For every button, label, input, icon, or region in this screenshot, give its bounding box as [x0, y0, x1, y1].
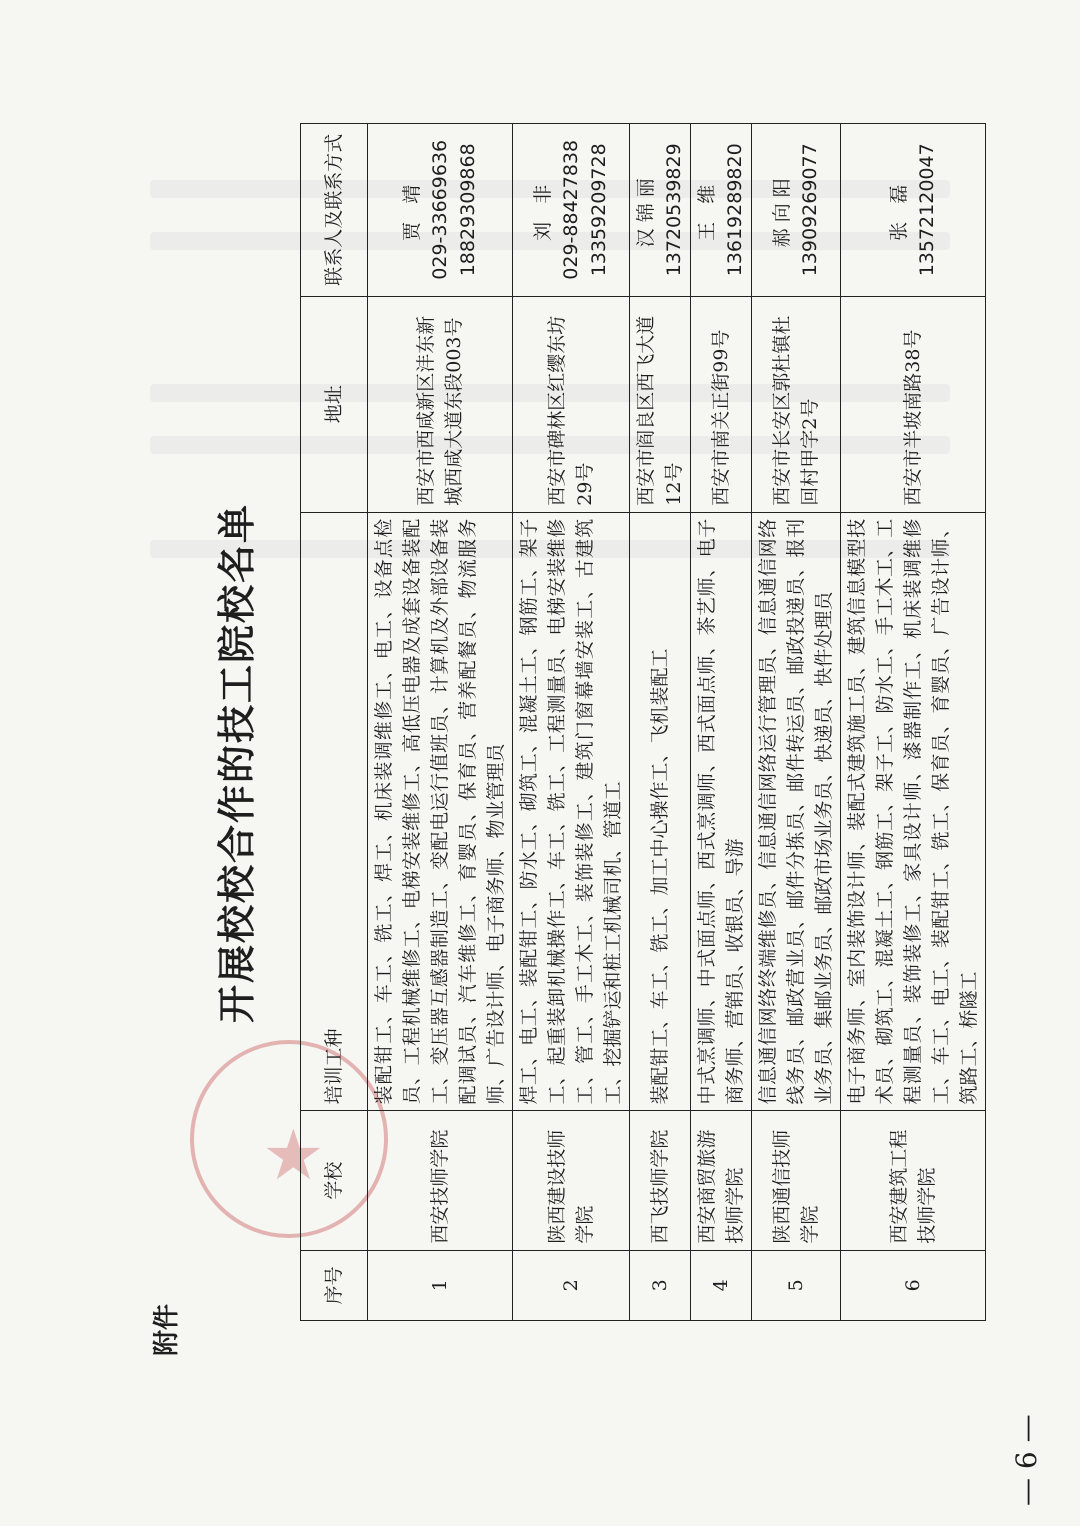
page-number: — 6 — [1010, 1414, 1043, 1506]
contact-name: 刘 非 [532, 178, 554, 241]
contact-phone: 13720539829 [663, 143, 685, 277]
table-row [630, 124, 691, 1321]
row-contact [368, 124, 513, 297]
table-header-row [301, 124, 368, 1321]
table-row [752, 124, 841, 1321]
table-row [841, 124, 986, 1321]
row-training-jobs: 装配钳工、车工、铣工、焊工、机床装调维修工、电工、设备点检员、工程机械维修工、电梯安装维修工、高低压电器及成套设备装配工、变压器互感器制造工、变配电运行值班员、计算机及外部设备装配调试员、汽车维修工、育婴员、保育员、营养配餐员、物流服务师、广告设计师、电子商务师、物业管理员 [368, 512, 513, 1111]
contact-name: 汉锦丽 [635, 172, 657, 248]
contact-name: 贾 靖 [401, 178, 423, 241]
row-school: 西安商贸旅游技师学院 [691, 1111, 752, 1250]
contact-phone: 13619289820 [724, 143, 746, 277]
row-number: 4 [691, 1250, 752, 1320]
contact-phone: 029-33669636 [429, 139, 451, 280]
row-number: 3 [630, 1250, 691, 1320]
attachment-label: 附件 [152, 1303, 182, 1356]
row-training-jobs: 装配钳工、车工、铣工、加工中心操作工、飞机装配工 [630, 512, 691, 1111]
table-row [691, 124, 752, 1321]
row-contact [752, 124, 841, 297]
contact-phone: 13572120047 [916, 143, 938, 277]
row-school: 陕西建设技师学院 [513, 1111, 630, 1250]
table-row [513, 124, 630, 1321]
row-contact [841, 124, 986, 297]
row-training-jobs: 信息通信网络终端维修员、信息通信网络运行管理员、信息通信网络线务员、邮政营业员、邮件分拣员、邮件转运员、邮政投递员、报刊业务员、集邮业务员、邮政市场业务员、快递员、快件处理员 [752, 512, 841, 1111]
row-contact [630, 124, 691, 297]
table-row [368, 124, 513, 1321]
contact-phone-2: 13359209728 [588, 143, 610, 277]
header-training-jobs: 培训工种 [301, 512, 368, 1111]
contact-phone: 13909269077 [799, 143, 821, 277]
contact-name: 张 磊 [888, 178, 910, 241]
header-number: 序号 [301, 1250, 368, 1320]
contact-name: 郝向阳 [771, 172, 793, 248]
school-list-table [300, 123, 986, 1321]
row-contact [691, 124, 752, 297]
row-number: 2 [513, 1250, 630, 1320]
contact-name: 王 维 [696, 178, 718, 241]
row-address: 西安市半坡南路38号 [841, 296, 986, 512]
row-training-jobs: 中式烹调师、中式面点师、西式烹调师、西式面点师、茶艺师、电子商务师、营销员、收银员、导游 [691, 512, 752, 1111]
row-contact [513, 124, 630, 297]
row-school: 西飞技师学院 [630, 1111, 691, 1250]
row-number: 6 [841, 1250, 986, 1320]
seal-star-icon: ★ [262, 1114, 325, 1196]
header-school: 学校 [301, 1111, 368, 1250]
row-school: 西安技师学院 [368, 1111, 513, 1250]
contact-phone: 029-88427838 [560, 139, 582, 280]
row-address: 西安市西咸新区沣东新城西咸大道东段003号 [368, 296, 513, 512]
row-number: 1 [368, 1250, 513, 1320]
header-contact: 联系人及联系方式 [301, 124, 368, 297]
row-address: 西安市碑林区红缨东坊29号 [513, 296, 630, 512]
row-address: 西安市长安区郭杜镇杜回村甲字2号 [752, 296, 841, 512]
row-number: 5 [752, 1250, 841, 1320]
row-address: 西安市南关正街99号 [691, 296, 752, 512]
page-title: 开展校校合作的技工院校名单 [215, 503, 259, 1024]
row-training-jobs: 电子商务师、室内装饰设计师、装配式建筑施工员、建筑信息模型技术员、砌筑工、混凝土工、钢筋工、架子工、防水工、手工木工、工程测量员、装饰装修工、家具设计师、漆器制作工、机床装调维修工、车工、电工、装配钳工、铣工、保育员、育婴员、广告设计师、筑路工、桥隧工 [841, 512, 986, 1111]
row-address: 西安市阎良区西飞大道12号 [630, 296, 691, 512]
row-school: 陕西通信技师学院 [752, 1111, 841, 1250]
contact-phone-2: 18829309868 [457, 143, 479, 277]
row-training-jobs: 焊工、电工、装配钳工、防水工、砌筑工、混凝土工、钢筋工、架子工、起重装卸机械操作工、车工、铣工、工程测量员、电梯安装维修工、管工、手工木工、装饰装修工、建筑门窗幕墙安装工、古建筑工、挖掘铲运和桩工机械司机、管道工 [513, 512, 630, 1111]
header-address: 地址 [301, 296, 368, 512]
row-school: 西安建筑工程技师学院 [841, 1111, 986, 1250]
